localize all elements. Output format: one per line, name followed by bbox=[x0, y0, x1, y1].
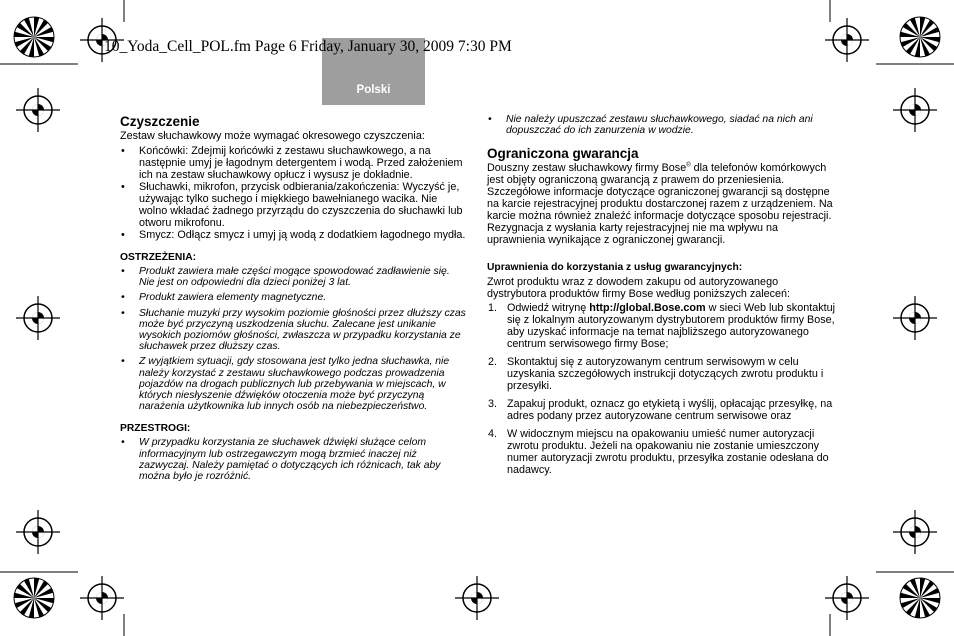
service-intro: Zwrot produktu wraz z dowodem zakupu od autoryzowanego dystrybutora produktów firmy Bose według poniższych zaleceń: bbox=[487, 276, 791, 301]
right-column bbox=[487, 114, 837, 482]
cautions-list-right bbox=[487, 114, 837, 136]
cleaning-list bbox=[120, 145, 466, 241]
list-item: • Słuchawki, mikrofon, przycisk odbierania/zakończenia: Wyczyść je, używając tylko suchego i miękkiego bawełnianego wacika. Nie wolno wkładać żadnego przyrządu do czyszczenia do słuchawki lub otworu mikrofonu. bbox=[120, 181, 466, 229]
list-item: • Smycz: Odłącz smycz i umyj ją wodą z dodatkiem łagodnego mydła. bbox=[120, 229, 466, 241]
list-item: 3. Zapakuj produkt, oznacz go etykietą i wyślij, opłacając przesyłkę, na adres podany przez autoryzowane centrum serwisowe oraz bbox=[488, 398, 833, 423]
service-steps bbox=[487, 302, 837, 476]
language-tab-label: Polski bbox=[356, 84, 391, 96]
list-item: • Słuchanie muzyki przy wysokim poziomie głośności przez dłuższy czas może być przyczyną uszkodzenia słuchu. Zalecane jest unikanie wysokich poziomów głośności, zwłaszcza w przypadku korzystania ze słuchawek przez dłuższy czas. bbox=[120, 308, 466, 353]
cautions-title: PRZESTROGI: bbox=[120, 423, 191, 435]
list-item: • W przypadku korzystania ze słuchawek dźwięki służące celom informacyjnym lub ostrzegawczym mogą brzmieć inaczej niż zazwyczaj. Należy pamiętać o dotyczących ich różnicach, tak aby można było je rozróżnić. bbox=[120, 437, 466, 482]
list-item: 4. W widocznym miejscu na opakowaniu umieść numer autoryzacji zwrotu produktu. Jeżeli na opakowaniu nie zostanie umieszczony numer autoryzacji zwrotu produktu, przesyłka zostanie odesłana do nadawcy. bbox=[488, 428, 829, 477]
list-item: • Z wyjątkiem sytuacji, gdy stosowana jest tylko jedna słuchawka, nie należy korzystać z zestawu słuchawkowego podczas prowadzenia pojazdów na drogach publicznych lub przebywania w miejscach, w których niesłyszenie dźwięków otoczenia może być przyczyną narażenia użytkownika lub innych osób na niebezpieczeństwo. bbox=[120, 356, 466, 412]
warranty-text: Douszny zestaw słuchawkowy firmy Bose® dla telefonów komórkowych jest objęty ograniczoną gwarancją z prawem do przeniesienia. Szczegółowe informacje dotyczące ograniczonej gwarancji są dostępne na karcie rejestracyjnej produktu dostarczonej razem z urządzeniem. Na karcie można również znaleźć informacje dotyczące sposobu rejestracji. Rezygnacja z wysłania karty rejestracyjnej nie ma wpływu na uprawnienia wynikające z ograniczonej gwarancji. bbox=[487, 162, 833, 247]
list-item: • Produkt zawiera małe części mogące spowodować zadławienie się. Nie jest on odpowiedni dla dzieci poniżej 3 lat. bbox=[120, 266, 466, 288]
warnings-list bbox=[120, 266, 466, 412]
cautions-list-left bbox=[120, 437, 466, 482]
file-info-header: 10_Yoda_Cell_POL.fm Page 6 Friday, January 30, 2009 7:30 PM bbox=[104, 38, 512, 55]
list-item: • Nie należy upuszczać zestawu słuchawkowego, siadać na nich ani dopuszczać do ich zanurzenia w wodzie. bbox=[487, 114, 837, 136]
list-item: • Końcówki: Zdejmij końcówki z zestawu słuchawkowego, a na następnie umyj je łagodnym detergentem i wodą. Przed założeniem ich na zestaw słuchawkowy opłucz i wysusz je dokładnie. bbox=[120, 145, 466, 181]
list-item: 1. Odwiedź witrynę http://global.Bose.com w sieci Web lub skontaktuj się z lokalnym autoryzowanym dystrybutorem produktów firmy Bose, aby uzyskać informacje na temat najbliższego autoryzowanego centrum serwisowego firmy Bose; bbox=[488, 302, 836, 351]
cleaning-intro: Zestaw słuchawkowy może wymagać okresowego czyszczenia: bbox=[120, 130, 425, 142]
bose-website-link[interactable]: http://global.Bose.com bbox=[589, 302, 706, 315]
service-title: Uprawnienia do korzystania z usług gwarancyjnych: bbox=[487, 262, 743, 274]
list-item: • Produkt zawiera elementy magnetyczne. bbox=[120, 292, 466, 303]
left-column bbox=[120, 114, 466, 482]
warnings-title: OSTRZEŻENIA: bbox=[120, 252, 197, 263]
list-item: 2. Skontaktuj się z autoryzowanym centrum serwisowym w celu uzyskania szczegółowych instrukcji dotyczących zwrotu produktu i przesyłki. bbox=[488, 356, 824, 393]
warranty-title: Ograniczona gwarancja bbox=[487, 146, 639, 162]
cleaning-title: Czyszczenie bbox=[120, 114, 200, 129]
registered-mark: ® bbox=[686, 162, 691, 169]
